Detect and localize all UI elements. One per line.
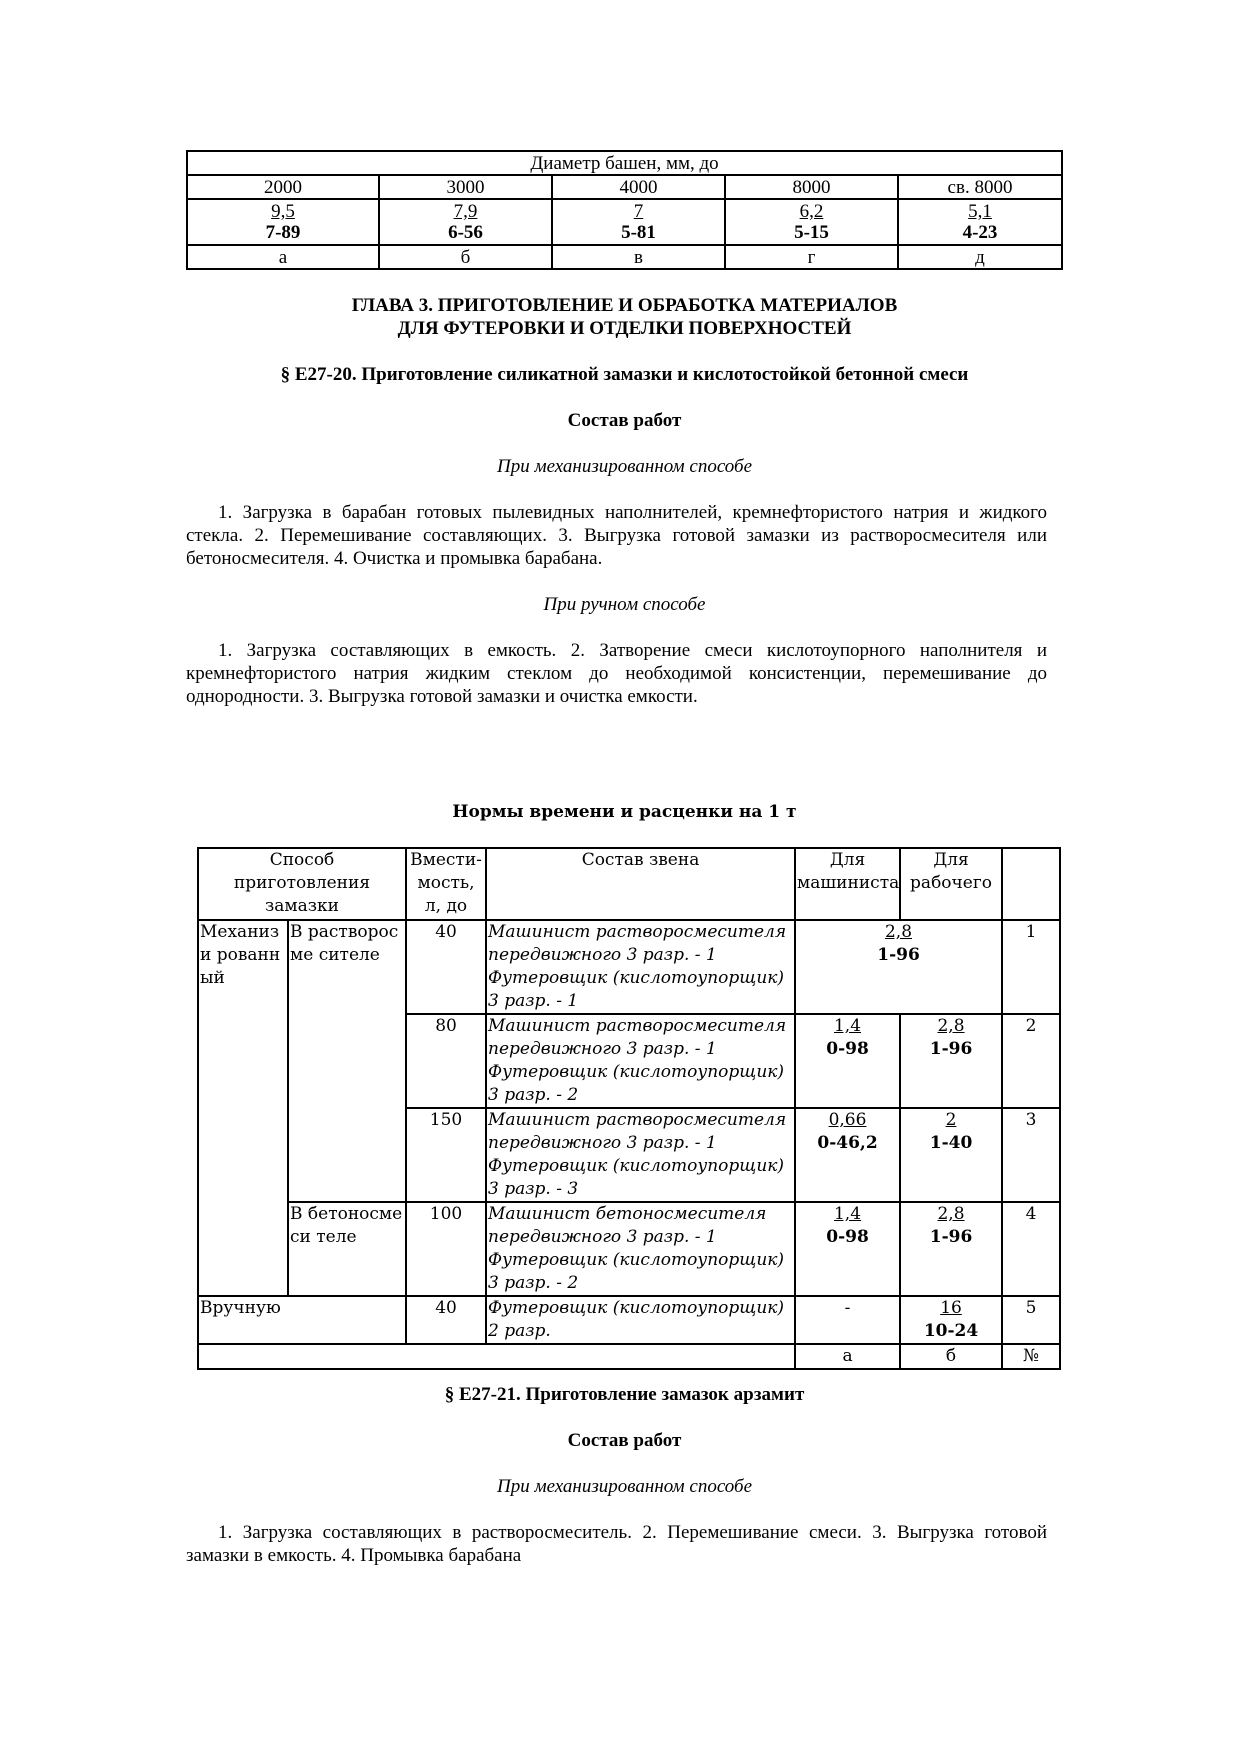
capacity-cell: 100 — [406, 1202, 486, 1296]
rate-value: 6-56 — [448, 222, 483, 243]
row-number: 3 — [1002, 1108, 1060, 1202]
mechanized-method-heading: При механизированном способе — [496, 1476, 753, 1497]
capacity-cell: 40 — [406, 1296, 486, 1344]
operator-norm-cell — [795, 1014, 900, 1108]
footer-letter-b: б — [900, 1344, 1002, 1369]
norm-value: 7,9 — [453, 201, 478, 222]
tower-diameter-table — [186, 150, 1063, 270]
footer-blank — [198, 1344, 795, 1369]
header-capacity: Вмести-мость, л, до — [406, 848, 486, 920]
column-header: 4000 — [552, 175, 725, 199]
mechanized-method-text: 1. Загрузка в барабан готовых пылевидных наполнителей, кремнефтористого натрия и жидкого стекла. 2. Перемешивание составляющих. 3. Выгрузка готовой замазки из растворосмесителя или бетоносмесителя. 4. Очистка и промывка барабана. — [186, 502, 1047, 569]
method-mechanized: Механизи рованный — [198, 920, 288, 1296]
crew-line: передвижного 3 разр. - 1 — [488, 1227, 717, 1247]
crew-line: Машинист растворосмесителя — [488, 922, 787, 942]
row-number: 1 — [1002, 920, 1060, 1014]
submethod-mortar-mixer-continued — [288, 1108, 406, 1202]
crew-line: передвижного 3 разр. - 1 — [488, 945, 717, 965]
norms-table-title: Нормы времени и расценки на 1 т — [452, 802, 797, 822]
header-operator: Для машиниста — [795, 848, 900, 920]
chapter-title-line2: ДЛЯ ФУТЕРОВКИ И ОТДЕЛКИ ПОВЕРХНОСТЕЙ — [397, 318, 852, 339]
capacity-cell: 80 — [406, 1014, 486, 1108]
submethod-concrete-mixer: В бетоносмеси теле — [288, 1202, 406, 1296]
crew-cell — [486, 920, 795, 1014]
section-title: § Е27-21. Приготовление замазок арзамит — [444, 1384, 805, 1405]
rate-value: 7-89 — [265, 222, 301, 243]
manual-method-text: 1. Загрузка составляющих в емкость. 2. Затворение смеси кислотоупорного наполнителя и кремнефтористого натрия жидким стеклом до необходимой консистенции, перемешивание до однородности. 3. Выгрузка готовой замазки и очистка емкости. — [186, 640, 1047, 707]
norm-value: 2,8 — [884, 922, 913, 942]
worker-norm-cell — [900, 1202, 1002, 1296]
crew-line: 3 разр. - 2 — [488, 1273, 579, 1293]
column-letter: а — [187, 245, 379, 269]
column-letter: в — [552, 245, 725, 269]
rate-value: 1-40 — [929, 1133, 973, 1153]
crew-line: Футеровщик (кислотоупорщик) — [488, 1250, 785, 1270]
row-number: 2 — [1002, 1014, 1060, 1108]
norm-value: 6,2 — [799, 201, 824, 222]
worker-norm-cell — [900, 1296, 1002, 1344]
header-method: Способ приготовления замазки — [198, 848, 406, 920]
column-letter: г — [725, 245, 898, 269]
table-cell — [187, 199, 379, 245]
rate-value: 10-24 — [923, 1321, 979, 1341]
rate-value: 0-98 — [826, 1227, 869, 1247]
header-number — [1002, 848, 1060, 920]
crew-line: передвижного 3 разр. - 1 — [488, 1133, 717, 1153]
rate-value: 1-96 — [929, 1227, 973, 1247]
mechanized-method-heading: При механизированном способе — [496, 456, 753, 477]
norms-table — [197, 847, 1061, 1370]
operator-norm-cell — [795, 1296, 900, 1344]
rate-value: 5-81 — [621, 222, 656, 243]
norm-value: 9,5 — [271, 201, 295, 222]
work-composition-heading: Состав работ — [567, 410, 682, 431]
submethod-mortar-mixer: В растворосме сителе — [288, 920, 406, 1014]
crew-line: Машинист бетоносмесителя — [488, 1204, 767, 1224]
crew-line: 3 разр. - 3 — [488, 1179, 579, 1199]
header-worker: Для рабочего — [900, 848, 1002, 920]
table-cell — [898, 199, 1062, 245]
worker-norm-cell — [900, 1108, 1002, 1202]
capacity-cell: 40 — [406, 920, 486, 1014]
rate-value: 1-96 — [877, 945, 920, 965]
header-crew: Состав звена — [486, 848, 795, 920]
mechanized-method-text: 1. Загрузка составляющих в растворосмеситель. 2. Перемешивание смеси. 3. Выгрузка готовой замазки в емкость. 4. Промывка барабана — [186, 1522, 1047, 1566]
norm-value: 1,4 — [833, 1016, 862, 1036]
column-letter: б — [379, 245, 552, 269]
crew-line: Футеровщик (кислотоупорщик) — [488, 1156, 785, 1176]
rate-value: 1-96 — [929, 1039, 973, 1059]
crew-line: Футеровщик (кислотоупорщик) — [488, 968, 785, 988]
combined-norm-cell — [795, 920, 1002, 1014]
row-number: 4 — [1002, 1202, 1060, 1296]
table-cell — [725, 199, 898, 245]
submethod-mortar-mixer-continued — [288, 1014, 406, 1108]
norm-value: 2,8 — [937, 1204, 965, 1224]
norm-value: 7 — [633, 201, 644, 222]
rate-value: 0-98 — [826, 1039, 869, 1059]
column-header: 8000 — [725, 175, 898, 199]
crew-line: Машинист растворосмесителя — [488, 1016, 787, 1036]
norm-value: 2,8 — [937, 1016, 965, 1036]
table-cell — [379, 199, 552, 245]
rate-value: 5-15 — [794, 222, 829, 243]
crew-line: Машинист растворосмесителя — [488, 1110, 787, 1130]
crew-line: Футеровщик (кислотоупорщик) — [488, 1298, 785, 1318]
rate-value: 4-23 — [962, 222, 998, 243]
footer-number-sign: № — [1002, 1344, 1060, 1369]
crew-cell — [486, 1108, 795, 1202]
crew-line: передвижного 3 разр. - 1 — [488, 1039, 717, 1059]
chapter-title-line1: ГЛАВА 3. ПРИГОТОВЛЕНИЕ И ОБРАБОТКА МАТЕРИАЛОВ — [351, 295, 898, 316]
manual-method-heading: При ручном способе — [543, 594, 706, 615]
crew-cell — [486, 1202, 795, 1296]
rate-value: 0-46,2 — [817, 1133, 878, 1153]
row-number: 5 — [1002, 1296, 1060, 1344]
crew-line: 2 разр. — [488, 1321, 551, 1341]
worker-norm-cell — [900, 1014, 1002, 1108]
norm-value: 2 — [945, 1110, 957, 1130]
column-header: 3000 — [379, 175, 552, 199]
column-letter: д — [898, 245, 1062, 269]
method-manual: Вручную — [198, 1296, 406, 1344]
footer-letter-a: а — [795, 1344, 900, 1369]
crew-line: 3 разр. - 1 — [488, 991, 579, 1011]
crew-cell — [486, 1296, 795, 1344]
column-header: св. 8000 — [898, 175, 1062, 199]
crew-cell — [486, 1014, 795, 1108]
norm-value: 0,66 — [828, 1110, 867, 1130]
norm-value: 5,1 — [968, 201, 992, 222]
column-header: 2000 — [187, 175, 379, 199]
operator-norm-cell — [795, 1202, 900, 1296]
crew-line: Футеровщик (кислотоупорщик) — [488, 1062, 785, 1082]
norm-value: - — [844, 1298, 851, 1318]
table-cell — [552, 199, 725, 245]
norm-value: 1,4 — [833, 1204, 862, 1224]
norm-value: 16 — [940, 1298, 962, 1318]
operator-norm-cell — [795, 1108, 900, 1202]
work-composition-heading: Состав работ — [567, 1430, 682, 1451]
crew-line: 3 разр. - 2 — [488, 1085, 579, 1105]
section-title: § Е27-20. Приготовление силикатной замазки и кислотостойкой бетонной смеси — [280, 364, 969, 385]
table-header: Диаметр башен, мм, до — [187, 151, 1062, 175]
capacity-cell: 150 — [406, 1108, 486, 1202]
